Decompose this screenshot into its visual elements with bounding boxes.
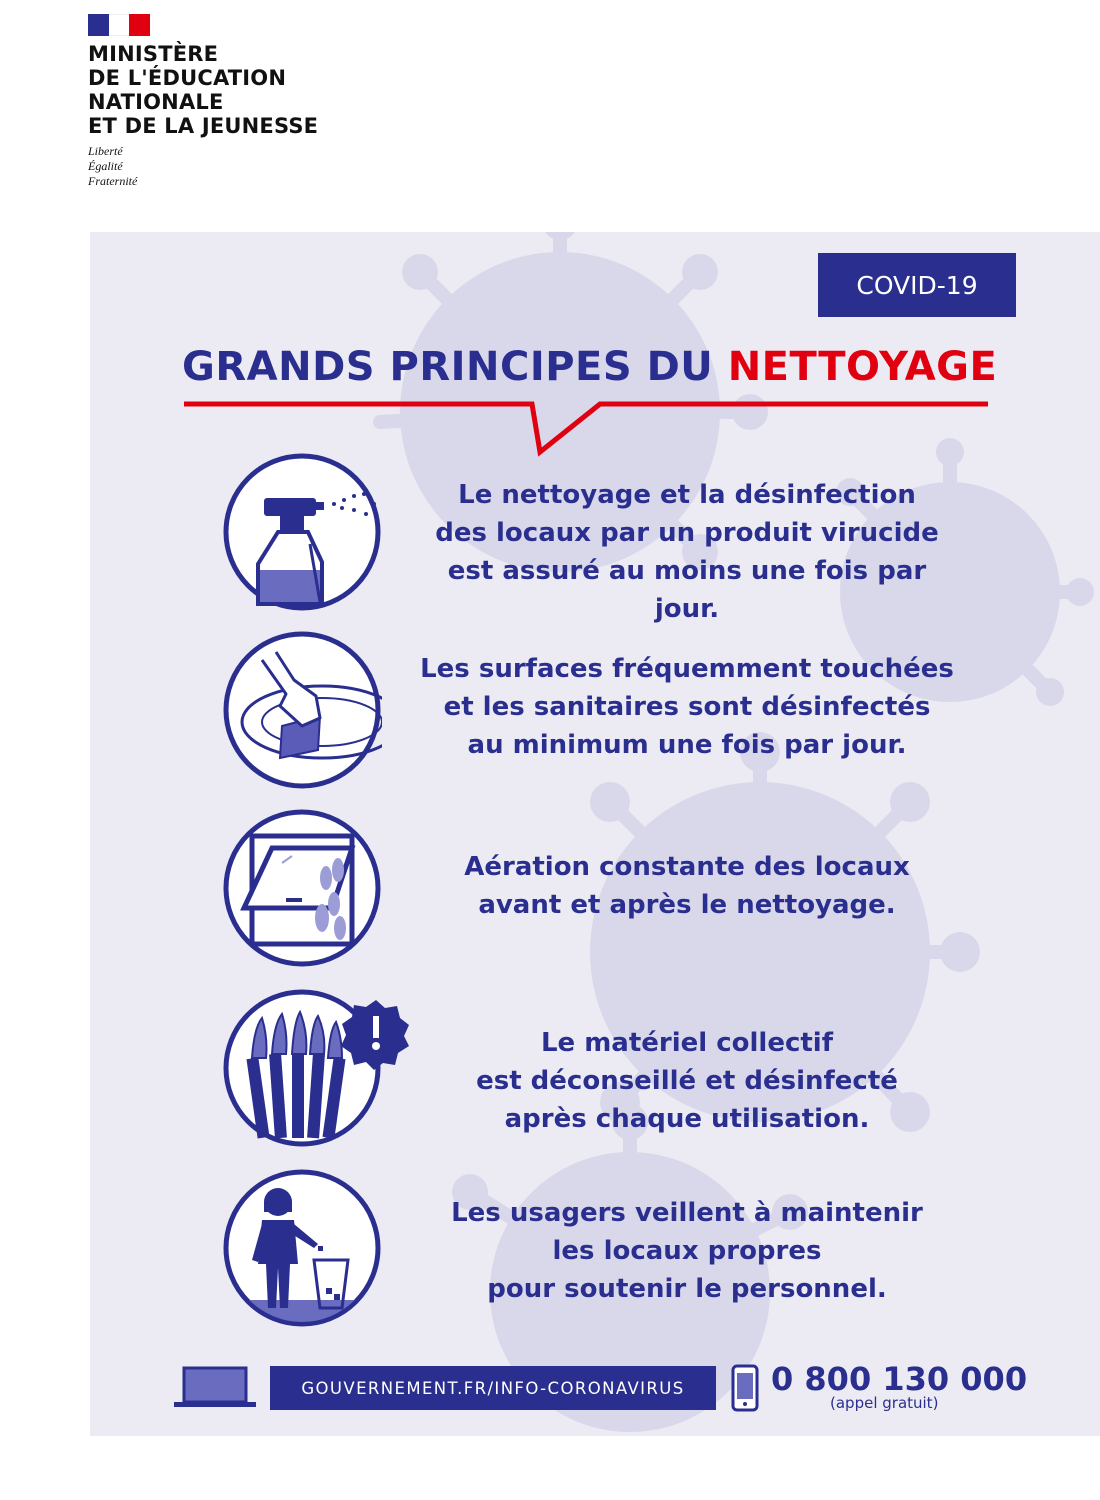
principle-item: [222, 988, 1022, 1152]
person-trash-bin-icon: [222, 1168, 382, 1328]
mobile-phone-icon: [730, 1364, 760, 1412]
spray-bottle-icon: [222, 452, 382, 612]
laptop-icon: [172, 1366, 258, 1410]
text-line: et les sanitaires sont désinfectés: [443, 692, 931, 722]
info-url-link[interactable]: GOUVERNEMENT.FR/INFO-CORONAVIRUS: [270, 1366, 716, 1410]
text-line: Les surfaces fréquemment touchées: [420, 654, 954, 684]
motto-line: Égalité: [88, 159, 123, 173]
motto-line: Fraternité: [88, 174, 138, 188]
principle-item: [222, 808, 1022, 972]
speech-bubble-underline: [182, 396, 992, 458]
principle-text: [412, 1194, 962, 1308]
ministry-line: DE L'ÉDUCATION: [88, 66, 287, 90]
poster-title: [182, 344, 1002, 390]
motto-line: Liberté: [88, 144, 123, 158]
principle-text: [412, 848, 962, 924]
ministry-line: MINISTÈRE: [88, 42, 219, 66]
principle-text: [412, 1024, 962, 1138]
wiping-sink-icon: [222, 630, 382, 790]
principle-item: [222, 630, 1022, 794]
republic-motto: [88, 144, 348, 189]
text-line: des locaux par un produit virucide: [435, 518, 939, 548]
ministry-logo: [88, 14, 348, 189]
principle-text: [412, 476, 962, 628]
text-line: pour soutenir le personnel.: [487, 1274, 887, 1304]
hotline-note: (appel gratuit): [830, 1394, 939, 1412]
text-line: au minimum une fois par jour.: [467, 730, 907, 760]
text-line: les locaux propres: [552, 1236, 822, 1266]
title-part-2: NETTOYAGE: [727, 344, 998, 390]
text-line: après chaque utilisation.: [504, 1104, 870, 1134]
ministry-name: [88, 42, 348, 138]
hotline-number[interactable]: 0 800 130 000: [771, 1360, 1028, 1398]
text-line: Aération constante des locaux: [464, 852, 910, 882]
ministry-line: NATIONALE: [88, 90, 224, 114]
paintbrushes-warning-icon: [222, 988, 422, 1148]
principle-item: [222, 452, 1022, 624]
text-line: Le matériel collectif: [540, 1028, 834, 1058]
principle-item: [222, 1168, 1022, 1332]
text-line: Les usagers veillent à maintenir: [451, 1198, 923, 1228]
principle-text: [412, 650, 962, 764]
covid-19-tag: COVID-19: [818, 253, 1016, 317]
text-line: est assuré au moins une fois par jour.: [447, 556, 927, 624]
open-window-icon: [222, 808, 382, 968]
text-line: avant et après le nettoyage.: [478, 890, 896, 920]
title-part-1: GRANDS PRINCIPES DU: [182, 344, 728, 390]
poster-footer: [170, 1360, 1028, 1420]
text-line: est déconseillé et désinfecté: [476, 1066, 898, 1096]
text-line: Le nettoyage et la désinfection: [458, 480, 916, 510]
french-flag-marianne-icon: [88, 14, 150, 36]
ministry-line: ET DE LA JEUNESSE: [88, 114, 319, 138]
